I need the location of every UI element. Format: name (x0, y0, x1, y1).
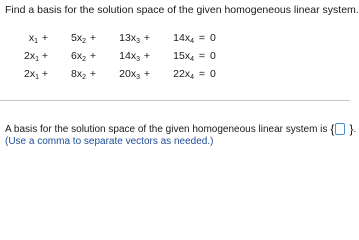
plus-sign: + (41, 68, 49, 80)
subscript: 1 (34, 38, 38, 45)
subscript: 3 (136, 56, 140, 63)
term-4 (154, 65, 194, 87)
equals-sign: = (198, 50, 206, 62)
coefficient: 8x (71, 68, 83, 80)
right-hand-side: 0 (210, 32, 216, 44)
subscript: 2 (82, 74, 86, 81)
section-divider (0, 100, 350, 101)
answer-period: . (353, 123, 357, 135)
plus-sign: + (89, 32, 97, 44)
right-hand-side: 0 (210, 50, 216, 62)
term-1 (24, 65, 38, 87)
equals-sign: = (198, 32, 206, 44)
subscript: 1 (35, 56, 39, 63)
coefficient: 14x (173, 32, 191, 44)
plus-sign: + (89, 50, 97, 62)
close-brace: } (349, 122, 354, 136)
subscript: 2 (82, 38, 86, 45)
plus-sign: + (89, 68, 97, 80)
coefficient: 15x (173, 50, 191, 62)
subscript: 1 (35, 74, 39, 81)
right-hand-side: 0 (210, 68, 216, 80)
plus-sign: + (143, 68, 151, 80)
answer-line (5, 122, 356, 136)
coefficient: 20x (119, 68, 137, 80)
subscript: 4 (190, 38, 194, 45)
plus-sign: + (143, 50, 151, 62)
equals-sign: = (198, 68, 206, 80)
term-3 (100, 65, 140, 87)
answer-input-box[interactable] (335, 123, 345, 135)
coefficient: 22x (173, 68, 191, 80)
subscript: 3 (136, 38, 140, 45)
plus-sign: + (143, 32, 151, 44)
equation-row-3 (24, 65, 216, 83)
equation-row-1 (24, 29, 216, 47)
coefficient: 2x (24, 50, 36, 62)
question-instruction: Find a basis for the solution space of the given homogeneous linear system. (5, 4, 359, 16)
coefficient: 13x (119, 32, 137, 44)
coefficient: x (28, 32, 35, 44)
term-2 (52, 65, 86, 87)
coefficient: 14x (119, 50, 137, 62)
plus-sign: + (41, 50, 49, 62)
subscript: 4 (190, 56, 194, 63)
coefficient: 5x (71, 32, 83, 44)
coefficient: 2x (24, 68, 36, 80)
coefficient: 6x (71, 50, 83, 62)
linear-system (24, 29, 216, 83)
subscript: 4 (190, 74, 194, 81)
subscript: 2 (82, 56, 86, 63)
answer-hint: (Use a comma to separate vectors as needed.) (5, 136, 214, 147)
plus-sign: + (41, 32, 49, 44)
open-brace: { (330, 122, 335, 136)
answer-prompt: A basis for the solution space of the given homogeneous linear system is (5, 123, 328, 135)
subscript: 3 (136, 74, 140, 81)
equation-row-2 (24, 47, 216, 65)
